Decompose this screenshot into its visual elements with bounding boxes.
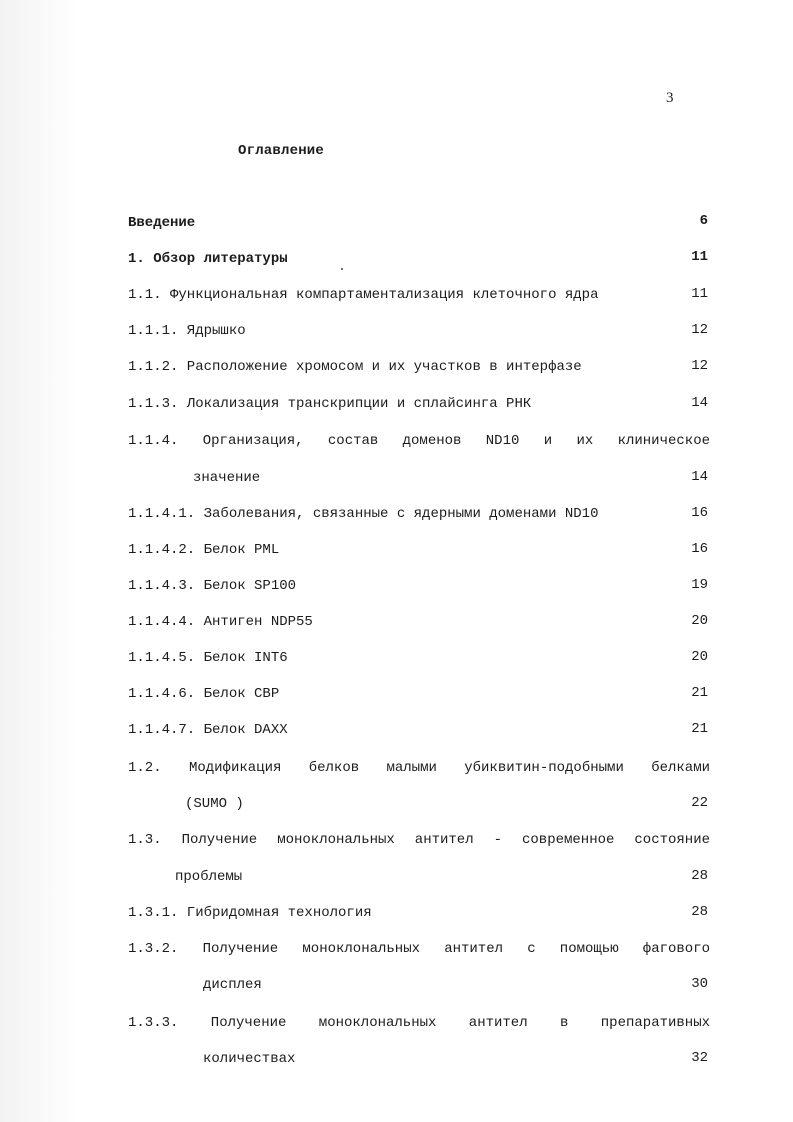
toc-page-1-1-1: 12 bbox=[691, 322, 708, 338]
toc-entry-1-1-4-2: 1.1.4.2. Белок PML bbox=[128, 542, 280, 558]
toc-entry-1: 1. Обзор литературы bbox=[128, 251, 288, 267]
toc-page-1-1-4: 14 bbox=[691, 469, 708, 485]
toc-page-1-1-3: 14 bbox=[691, 395, 708, 411]
scan-speck bbox=[341, 268, 343, 270]
toc-page-1-3-2: 30 bbox=[691, 976, 708, 992]
toc-page-1-1-2: 12 bbox=[691, 358, 708, 374]
toc-page-1-1: 11 bbox=[691, 286, 708, 302]
toc-entry-1-1-4-6: 1.1.4.6. Белок CBP bbox=[128, 686, 280, 702]
toc-page-1-1-4-2: 16 bbox=[691, 541, 708, 557]
toc-page-1-2: 22 bbox=[691, 795, 708, 811]
toc-page-1-1-4-1: 16 bbox=[691, 505, 708, 521]
toc-entry-1-3-2-cont: дисплея bbox=[203, 977, 262, 993]
toc-entry-1-2: 1.2. Модификация белков малыми убиквитин-подобными белками bbox=[128, 760, 710, 776]
toc-entry-1-1-3: 1.1.3. Локализация транскрипции и сплайсинга РНК bbox=[128, 396, 532, 412]
toc-entry-intro: Введение bbox=[128, 215, 196, 231]
toc-entry-1-1-4-1: 1.1.4.1. Заболевания, связанные с ядерными доменами ND10 bbox=[128, 506, 599, 522]
toc-page-1: 11 bbox=[691, 249, 708, 265]
toc-page-1-1-4-7: 21 bbox=[691, 721, 708, 737]
toc-page-1-3: 28 bbox=[691, 868, 708, 884]
toc-page-1-1-4-4: 20 bbox=[691, 613, 708, 629]
toc-entry-1-3: 1.3. Получение моноклональных антител - современное состояние bbox=[128, 832, 710, 848]
toc-entry-1-1-4-cont: значение bbox=[193, 470, 261, 486]
scan-edge-shadow bbox=[0, 0, 78, 1122]
toc-entry-1-1-4-5: 1.1.4.5. Белок INT6 bbox=[128, 650, 288, 666]
toc-entry-1-3-2: 1.3.2. Получение моноклональных антител с помощью фагового bbox=[128, 941, 710, 957]
toc-entry-1-1-2: 1.1.2. Расположение хромосом и их участков в интерфазе bbox=[128, 359, 582, 375]
toc-entry-1-3-cont: проблемы bbox=[175, 869, 243, 885]
toc-entry-1-1-4-7: 1.1.4.7. Белок DAXX bbox=[128, 722, 288, 738]
toc-entry-1-2-cont: (SUMO ) bbox=[185, 796, 244, 812]
toc-page-1-1-4-6: 21 bbox=[691, 685, 708, 701]
toc-entry-1-1-4-4: 1.1.4.4. Антиген NDP55 bbox=[128, 614, 313, 630]
page-number: 3 bbox=[666, 90, 674, 106]
toc-entry-1-1: 1.1. Функциональная компартаментализация клеточного ядра bbox=[128, 287, 599, 303]
toc-entry-1-1-4-3: 1.1.4.3. Белок SP100 bbox=[128, 578, 297, 594]
toc-page-1-1-4-5: 20 bbox=[691, 649, 708, 665]
toc-page-intro: 6 bbox=[699, 213, 708, 229]
toc-entry-1-3-3-cont: количествах bbox=[203, 1051, 296, 1067]
toc-page-1-3-1: 28 bbox=[691, 904, 708, 920]
toc-page-1-3-3: 32 bbox=[691, 1050, 708, 1066]
toc-page-1-1-4-3: 19 bbox=[691, 577, 708, 593]
toc-title: Оглавление bbox=[238, 143, 325, 159]
toc-entry-1-3-1: 1.3.1. Гибридомная технология bbox=[128, 905, 372, 921]
toc-entry-1-1-1: 1.1.1. Ядрышко bbox=[128, 323, 246, 339]
toc-entry-1-1-4: 1.1.4. Организация, состав доменов ND10 и их клиническое bbox=[128, 433, 710, 449]
toc-entry-1-3-3: 1.3.3. Получение моноклональных антител в препаративных bbox=[128, 1015, 710, 1031]
